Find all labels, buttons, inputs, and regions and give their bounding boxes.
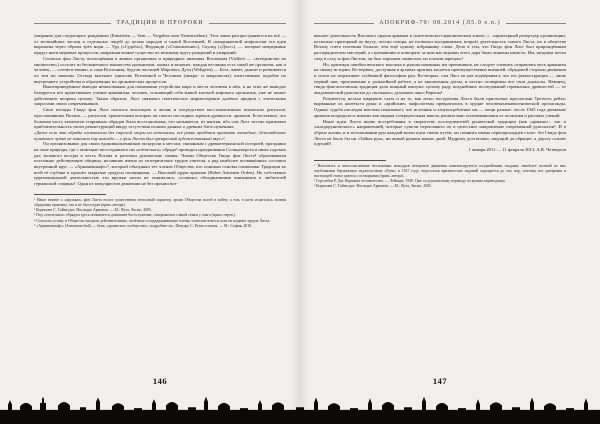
right-running-header — [314, 20, 566, 26]
body-paragraph: Но, критикуя ошибки венского мистика и рукоположенных им преемников, не следует спешить отправлять весь арманизм на свалку истории. Во-первых, доступная в архивах критика касается преимущественно внешней, обрядовой стороны движения и почти не затрагивает глубинной философии рун. Во-вторых, сам Лист не раз подчёркивал, что его реконструкции — лишь первый шаг, приглашение к дальнейшей работе, а не законченная догма, и честно оговаривал все свои домыслы. Наконец, гвидо-фон-листовская традиция дала мощный импульс целому ряду позднейших исследований германских древностей — от академической рунологии до «вольных» духовных школ Европы². — [314, 61, 566, 96]
body-paragraph: Он организовывал для своих единомышленников экскурсии к местам, связанным с древнегерманской историей, праздники на лоне природы, где с помощью воссозданного им «отеческого» обряда³ проводил празднования Солнцеворота и иных годовых дат, возжигал костры в честь Вотана и распевал рунические гимны. Члены Общества Гвидо фон Листа⁴ образовывали постоянно действующие общины, носившие имена из эзотерических трудов учителя, а ряд наиболее посвящённых составил внутренний круг — «Арманеншафт»⁵, который объединял тех членов Общества, кто понимал основы символики Традиции во всей её глубине и прошёл закрытые градусы посвящения, — Высокий орден арманов (Hoher Armanen Orden). Но собственно церемониальной деятельностью эти кружки почти не занимались, оставаясь объединениями книжников и любителей германской старины¹. Один из мемуаристов движения не без иронии воз- — [34, 141, 286, 187]
right-body-text — [314, 33, 566, 153]
blockquote: «Даже если эти обряды составлены без строгой опоры на источники, всё равно придётся признать очевидное: безошибочное культовое чутьё не изменяло ему никогда — у фон Листа был прекрасный художественный вкус»². — [34, 129, 286, 141]
left-header-title: ТРАДИЦИИ И ПРОРОКИ — [116, 20, 204, 26]
right-page — [314, 20, 566, 190]
body-paragraph: Свои взгляды Гвидо фон Лист пытался воплощать в жизнь и посредством восстановленных языческих ритуалов, прославлявших Вотана, — ритуалов, хранителями которых он считал последних жрецов древности, арманов. Естественно, что большая часть элементов старинных обрядов была восстановлена, что называется, из наития, ибо сам Лист честно признавал приблизительность своих реконструкций ввиду отсутствия полных данных о древних богослужениях: — [34, 107, 286, 130]
right-footnotes — [314, 164, 566, 190]
body-paragraph: Согласно фон Листу, воплощённая в живых организмах и природных явлениях Вселенная (Vielheit — «всеединство во множестве») состоит из бесконечного множества организмов, малых и великих: каждая песчинка есть такой же организм, как и человек, — соответственно, и сама Вселенная, будучи частицей Мирового Духа (Weltgeist) — Бога, живёт, дышит и развивается по тем же законам. Отсюда вытекает единство Вселенной и Человека (микро- и макрокосма), качественное подобие их внутреннего устройства и образующих их органических процессов. — [34, 55, 286, 84]
body-paragraph: вышает деятельность Высокого ордена арманов в синтетически-гармоническом ключе: «...характерный репертуар организации, несколько приторный по вкусу, честно говоря, не позволял воспринимать всерьёз деятельность самого Листа, но в обществе Вотану спето почтения больше, чем ещё одному избраннику слова. Дело в том, что Гвидо фон Лист был прирождённым распорядителем мистерий, а стремившиеся повторять за ним наследники этого дара были лишены начисто. Им, шедшим почти след в след за фон Листом, он был хорошим символом, но плохим жрецом»¹. — [314, 33, 566, 61]
left-body-text — [34, 33, 286, 187]
header-rule-left — [34, 23, 111, 24]
right-header-title: АПОКРИФ-79: 08.2014 (Л5.0 e.n.) — [379, 20, 501, 26]
left-page — [34, 20, 286, 230]
footnote-divider — [314, 160, 386, 161]
footnote: ¹ Неполнота и многочисленные нестыковки мемуаров ветеранов движения компенсируются позднейшими сводами; наиболее полный из них опубликован берлинским издательством «Руна» в 1927 году; недостаток критических изданий ощущается до сих пор, поэтому все датировки в настоящей статье даются с оговорками (прим. автора). — [314, 163, 566, 178]
footnote: ³ Под «отеческим» обрядом здесь понимается домашнее богослужение, совершаемое главой семьи у очага (прим. перев.). — [34, 213, 237, 218]
footnote: ³ Корнилев С. Тайна рун. Наследие Арманов. — М.: Яуза, Эксмо, 2005. — [314, 184, 432, 189]
skyline-svg — [0, 394, 600, 424]
header-rule-left — [314, 23, 374, 24]
article-signature-date: 1 января 2011 — 11 февраля 2013, А.В. Четвергов — [468, 147, 566, 153]
page-gutter-shadow — [291, 0, 309, 424]
body-paragraph: Вышеприведённые выводы немаловажны для понимания устройства мира и места человека в нём, и на этих же выводах базируется всё нравственное учение арманизма: человек, сознающий себя живой клеткой мирового организма, уже не может действовать вопреки целому. Таким образом, Лист связывал генетическое мировоззрение далёких предков с этическими запросами своих современников. — [34, 84, 286, 107]
right-page-number: 147 — [432, 376, 448, 386]
body-paragraph: умирание для следующего рождения» (Entstehen — Sein — Vergehen zum Neuentstehen). Этот закон распространяется на всё — от мельчайших частиц и отдельных людей до целых народов и самой Вселенной. В скандинавской мифологии эта идея выражена через образы трёх норн — Урд («Судьба»), Верданди («Становление»), Скульд («Долг»), — которые непрерывно прядут нити мировых процессов, направляя всякое существо по великому кругу рождений и умираний. — [34, 33, 286, 56]
body-paragraph: Ныне идеи Листа вновь востребованы в творчестве последователей рунической традиции (как «армано»-, так и «младорунического» направлений), которые сумели переплавить их в целостное направление современной рунологии³. И в образе жизни, и в истолковании рун каждый волен идти своим путём, но помнить имена первопроходцев стоит: без Гвидо фон Листа не было бы ни «Тайны рун», ни живой руники наших дней. Мудрому достаточно, ищущий да обрящет, а дорогу осилит идущий! — [314, 118, 566, 147]
header-rule-right — [506, 23, 566, 24]
body-paragraph: Разумеется, нельзя закрывать глаза и на то, как легко построения Листа были присвоены идеологами Третьего рейха: вырванные из контекста руны и «арийские» мифологемы превратились в орудие человеконенавистнической пропаганды. Однако судьба наследия мистика показывает, что источник и злоупотребление им — вещи разные: после 1945 года движение арманов возродилось именно как мирная созерцательная школа, решительно отмежевавшаяся от политики и расовых учений. — [314, 95, 566, 118]
city-skyline-silhouette — [0, 394, 600, 424]
footnote: ² Корнилев С. Тайна рун. Наследие Арманов. — М.: Яуза, Эксмо, 2005. — [34, 208, 152, 213]
footnote: ² Горслебен Р. Дж. Вершина человечества. — Лейпциг, 1930. Цит. по рукописному переводу из архива переводчика. — [314, 178, 506, 183]
left-running-header — [34, 20, 286, 26]
left-footnotes — [34, 198, 286, 229]
header-rule-right — [209, 23, 286, 24]
left-page-number: 146 — [152, 376, 168, 386]
footnote: ⁴ Согласно уставу, в Общество входили действительные, почётные и поддерживающие члены; членские взносы шли на издание трудов Листа. — [34, 218, 271, 223]
footnote: ¹ Наше знание о «кружках» фон Листа носит существенно неполный характер: архив Общества погиб в войну, а том, в коем излагалась полная обрядовая практика, так и не был издан (прим. автора). — [34, 197, 286, 207]
footnote: ⁵ «Арманеншафт» (Armanenschaft) — букв. «арманское сообщество»; подробнее см.: Флауэрс С. Руны и магия. — М.: София, 2010. — [34, 224, 253, 229]
footnote-divider — [34, 194, 106, 195]
